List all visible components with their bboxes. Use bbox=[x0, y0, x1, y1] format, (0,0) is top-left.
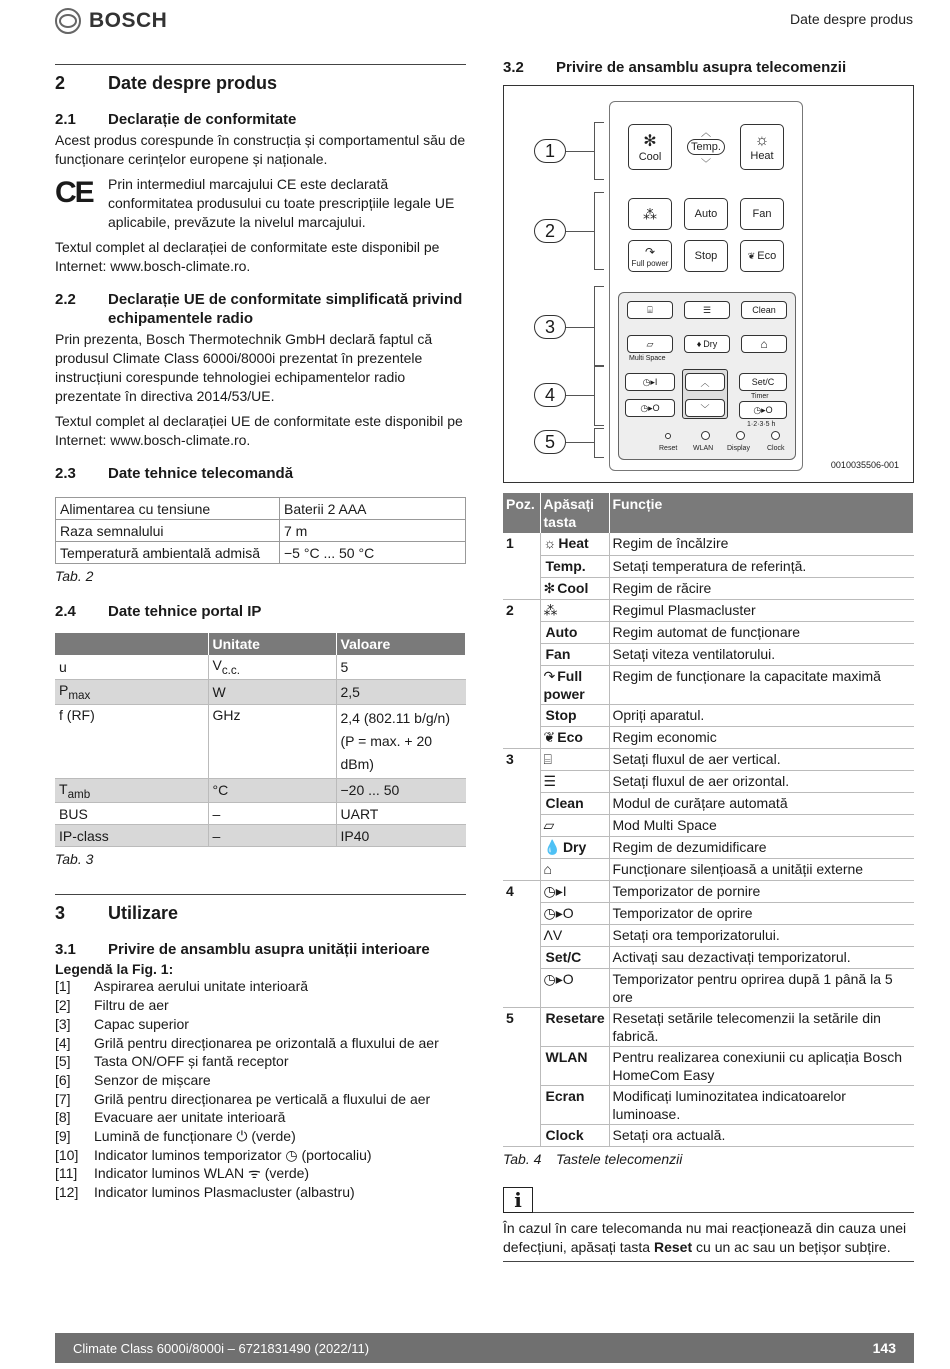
timer-off-icon: ◷▸O bbox=[640, 402, 660, 413]
footer-doc-id: Climate Class 6000i/8000i – 6721831490 (2022/11) bbox=[73, 1340, 370, 1356]
table-row: 3 ⌸ Setați fluxul de aer vertical. bbox=[503, 748, 914, 770]
bottom-panel bbox=[618, 292, 796, 460]
table-row: 5 Resetare Resetați setările telecomenzii la setările din fabrică. bbox=[503, 1007, 914, 1046]
table-row: IP-class – IP40 bbox=[55, 825, 466, 847]
reset-label: Reset bbox=[659, 445, 678, 452]
callout-4: 4 bbox=[534, 383, 566, 407]
dry-button[interactable]: ♦ Dry bbox=[684, 335, 730, 353]
legend-item: [8] Evacuare aer unitate interioară bbox=[55, 1109, 286, 1126]
table-row: Alimentarea cu tensiune Baterii 2 AAA bbox=[56, 498, 466, 520]
key-icon: ΛV bbox=[543, 926, 563, 943]
table-row: 4 ◷▸I Temporizator de pornire bbox=[503, 880, 914, 902]
section-3-heading: 3 Utilizare bbox=[55, 903, 179, 924]
auto-button[interactable]: Auto bbox=[684, 198, 728, 230]
table-row: ❦ Eco Regim economic bbox=[503, 726, 914, 748]
snowflake-icon: ✻ bbox=[643, 133, 657, 150]
table-row: Stop Opriți aparatul. bbox=[503, 704, 914, 726]
radio-link-paragraph: Textul complet al declarației UE de conformitate este disponibil pe Internet: www.bosch-climate.ro. bbox=[55, 413, 463, 448]
left-column bbox=[55, 64, 466, 1202]
legend-title: Legendă la Fig. 1: bbox=[55, 961, 174, 978]
right-column bbox=[503, 58, 914, 1262]
table-row: ΛV Setați ora temporizatorului. bbox=[503, 924, 914, 946]
table-row: Auto Regim automat de funcționare bbox=[503, 621, 914, 643]
hours-label: 1·2·3·5 h bbox=[747, 421, 776, 428]
table-caption: Tab. 2 bbox=[55, 568, 94, 584]
key-icon: ⌂ bbox=[543, 860, 552, 877]
full-power-button[interactable]: ↷ Full power bbox=[628, 240, 672, 272]
wlan-button[interactable] bbox=[701, 431, 710, 440]
horizontal-airflow-button[interactable] bbox=[684, 301, 730, 319]
section-2-2-heading: 2.2 Declarație UE de conformitate simplificată privind echipamentele radio bbox=[55, 291, 463, 327]
figure-id: 0010035506-001 bbox=[830, 460, 899, 470]
running-header: Date despre produs bbox=[790, 11, 913, 27]
table-row: Temperatură ambientală admisă −5 °C ... 50 °C bbox=[56, 542, 466, 564]
table-row: Raza semnalului 7 m bbox=[56, 520, 466, 542]
table-row: Temp. Setați temperatura de referință. bbox=[503, 555, 914, 577]
brand-logo bbox=[55, 8, 167, 34]
key-icon: ✻ bbox=[543, 579, 556, 596]
full-power-icon: ↷ bbox=[644, 244, 656, 259]
table-row: BUS – UART bbox=[55, 803, 466, 825]
vertical-swing-icon: ⌸ bbox=[647, 304, 653, 315]
brand-name: BOSCH bbox=[89, 9, 168, 32]
conformity-paragraph: Acest produs corespunde în construcția și comportamentul său de funcționare cerințelor europene și naționale. bbox=[55, 132, 466, 167]
table-row: WLAN Pentru realizarea conexiunii cu aplicația Bosch HomeCom Easy bbox=[503, 1046, 914, 1085]
table-row: ◷▸O Temporizator pentru oprirea după 1 până la 5 ore bbox=[503, 968, 914, 1007]
callout-3: 3 bbox=[534, 315, 566, 339]
legend-item: [9] Lumină de funcționare ⏻ (verde) bbox=[55, 1128, 296, 1145]
timer-off-button[interactable] bbox=[625, 399, 675, 417]
remote-spec-table bbox=[55, 497, 466, 564]
clean-button[interactable]: Clean bbox=[741, 301, 787, 319]
hour-timer-button[interactable] bbox=[739, 401, 787, 419]
section-2-4-heading: 2.4 Date tehnice portal IP bbox=[55, 603, 262, 620]
key-icon: ⌸ bbox=[543, 750, 552, 767]
table-row: ☰ Setați fluxul de aer orizontal. bbox=[503, 770, 914, 792]
page-footer bbox=[55, 1333, 914, 1363]
legend-item: [6] Senzor de mișcare bbox=[55, 1071, 211, 1088]
table-row: Clean Modul de curățare automată bbox=[503, 792, 914, 814]
table-row: ✻ Cool Regim de răcire bbox=[503, 577, 914, 599]
arrow-down-icon: ﹀ bbox=[701, 159, 711, 170]
section-2-3-heading: 2.3 Date tehnice telecomandă bbox=[55, 465, 294, 482]
bosch-armature-icon bbox=[55, 8, 81, 34]
heat-button[interactable]: ☼ Heat bbox=[740, 124, 784, 170]
callout-5: 5 bbox=[534, 430, 566, 454]
table-row: $T_{amb}$ °C −20 ... 50 bbox=[55, 778, 466, 803]
hour-timer-icon: ◷▸O bbox=[753, 404, 773, 415]
conformity-link-paragraph: Textul complet al declarației de conformitate este disponibil pe Internet: www.bosch-climate.ro. bbox=[55, 239, 440, 274]
table-row: ⌂ Funcționare silențioasă a unității externe bbox=[503, 858, 914, 880]
display-label: Display bbox=[727, 445, 750, 452]
plasmacluster-icon: ⁂ bbox=[643, 205, 657, 222]
table-row: f (RF) GHz 2,4 (802.11 b/g/n) (P = max. + 20 dBm) bbox=[55, 704, 466, 778]
table-row: ↷ Full power Regim de funcționare la capacitate maximă bbox=[503, 665, 914, 704]
table-row: u $V_{c.c.}$ 5 bbox=[55, 655, 466, 679]
quiet-button[interactable] bbox=[741, 335, 787, 353]
page-number: 143 bbox=[872, 1340, 896, 1356]
cool-button[interactable]: ✻ Cool bbox=[628, 124, 672, 170]
drop-icon: ♦ bbox=[696, 339, 702, 349]
legend-item: [5] Tasta ON/OFF și fantă receptor bbox=[55, 1053, 289, 1070]
leaf-icon: ❦ bbox=[747, 250, 756, 261]
radio-paragraph: Prin prezenta, Bosch Thermotechnik GmbH declară faptul că produsul Climate Class 6000i/8000i prezentat în prezentele instrucțiuni corespunde tehnologiei echipamentelor radio prezentate în directiva 2014/53/UE. bbox=[55, 331, 433, 404]
reset-button[interactable] bbox=[665, 433, 671, 439]
legend-item: [3] Capac superior bbox=[55, 1015, 189, 1032]
arrow-down-icon: ﹀ bbox=[700, 403, 710, 414]
multi-space-label: Multi Space bbox=[629, 355, 666, 362]
clock-label: Clock bbox=[767, 445, 785, 452]
sun-icon: ☼ bbox=[754, 132, 770, 149]
table-row: 1 ☼ Heat Regim de încălzire bbox=[503, 533, 914, 555]
key-icon: ↷ bbox=[543, 667, 556, 684]
multi-space-icon: ▱ bbox=[646, 338, 654, 349]
legend-item: [7] Grilă pentru direcționarea pe verticală a fluxului de aer bbox=[55, 1090, 431, 1107]
vertical-airflow-button[interactable] bbox=[627, 301, 673, 319]
eco-button[interactable]: ❦ Eco bbox=[740, 240, 784, 272]
legend-item: [12] Indicator luminos Plasmacluster (albastru) bbox=[55, 1184, 355, 1201]
section-2-1-heading: 2.1 Declarație de conformitate bbox=[55, 111, 297, 128]
section-3-1-heading: 3.1 Privire de ansamblu asupra unității interioare bbox=[55, 941, 430, 959]
table-row: ◷▸O Temporizator de oprire bbox=[503, 902, 914, 924]
set-c-button[interactable]: Set/C bbox=[739, 373, 787, 391]
key-icon: ☼ bbox=[543, 535, 557, 551]
table-row: Fan Setați viteza ventilatorului. bbox=[503, 643, 914, 665]
section-3-2-heading: 3.2 Privire de ansamblu asupra telecomenzii bbox=[503, 59, 847, 76]
timer-down-button[interactable] bbox=[685, 399, 725, 417]
key-icon: ◷▸O bbox=[543, 970, 574, 987]
wlan-label: WLAN bbox=[693, 445, 714, 452]
legend-item: [1] Aspirarea aerului unitate interioară bbox=[55, 978, 309, 995]
temp-button[interactable]: ︿ Temp. ﹀ bbox=[684, 124, 728, 170]
ip-portal-table: Unitate Valoare u $V_{c.c.}$ 5 $P_{max}$ W 2,5 f (RF) GHz 2,4 (802.11 b/g/n) (P = max. + 20 dBm) $T_{amb}$ °C −20 ... 50 BUS – UART IP-class – IP40 bbox=[55, 633, 466, 847]
key-icon: ☰ bbox=[543, 772, 557, 789]
table-row: ▱ Mod Multi Space bbox=[503, 814, 914, 836]
ce-paragraph: Prin intermediul marcajului CE este declarată conformitatea produsului cu toate prescripțiile legale UE aplicabile, prevăzute la nivelul marcajului. bbox=[108, 176, 455, 230]
stop-button[interactable]: Stop bbox=[684, 240, 728, 272]
house-icon: ⌂ bbox=[760, 337, 768, 351]
display-button[interactable] bbox=[736, 431, 745, 440]
info-note bbox=[503, 1187, 914, 1262]
callout-2: 2 bbox=[534, 219, 566, 243]
legend-list bbox=[55, 977, 466, 1201]
timer-on-icon: ◷▸I bbox=[642, 376, 658, 387]
table-row: 2 ⁂ Regimul Plasmacluster bbox=[503, 599, 914, 621]
remote-control-figure bbox=[503, 85, 914, 483]
key-icon: 💧 bbox=[543, 838, 561, 855]
table-caption: Tab. 3 bbox=[55, 851, 94, 868]
timer-up-button[interactable] bbox=[685, 373, 725, 391]
arrow-up-icon: ︿ bbox=[701, 128, 711, 139]
table-row: $P_{max}$ W 2,5 bbox=[55, 679, 466, 704]
table-caption: Tab. 4 Tastele telecomenzii bbox=[503, 1150, 683, 1167]
table-row: Clock Setați ora actuală. bbox=[503, 1124, 914, 1146]
table-row: Set/C Activați sau dezactivați temporizatorul. bbox=[503, 946, 914, 968]
legend-item: [10] Indicator luminos temporizator ◷ (portocaliu) bbox=[55, 1146, 372, 1163]
note-text: În cazul în care telecomanda nu mai reacționează din cauza unei defecțiuni, apăsați tasta Reset cu un ac sau un bețișor subțire. bbox=[503, 1219, 907, 1255]
table-row: Ecran Modificați luminozitatea indicatoarelor luminoase. bbox=[503, 1085, 914, 1124]
arrow-up-icon: ︿ bbox=[700, 377, 710, 388]
key-icon: ◷▸O bbox=[543, 904, 574, 921]
info-icon: i bbox=[503, 1187, 533, 1213]
legend-item: [4] Grilă pentru direcționarea pe orizontală a fluxului de aer bbox=[55, 1034, 439, 1051]
ce-mark-icon: CE bbox=[55, 176, 93, 209]
table-row: 💧 Dry Regim de dezumidificare bbox=[503, 836, 914, 858]
key-icon: ▱ bbox=[543, 816, 555, 833]
callout-1: 1 bbox=[534, 139, 566, 163]
timer-label: Timer bbox=[751, 393, 769, 400]
fan-button[interactable]: Fan bbox=[740, 198, 784, 230]
remote-body bbox=[609, 101, 803, 471]
remote-keys-table: Poz. Apăsați tasta Funcție 1 ☼ Heat Regim de încălzire Temp. Setați temperatura de referință. ✻ Cool Regim de răcire 2 ⁂ Regimul Plasmacluster Auto Regim automat de funcționare Fan Setați viteza ventilatorului. ↷ Full power Regim de funcționare la capacitate maximă Stop Opriți aparatul. ❦ Eco Regim economic 3 ⌸ Setați fluxul de aer vertical. ☰ Setați fluxul de aer orizontal. Clean Modul de curățare automată ▱ Mod Multi Space 💧 Dry Regim de dezumidificare ⌂ Funcționare silențioasă a unității externe 4 ◷▸I Temporizator de pornire ◷▸O Temporizator de oprire ΛV Setați ora temporizatorului. Set/C Activați sau dezactivați temporizatorul. ◷▸O Temporizator pentru oprirea după 1 până la 5 ore 5 Resetare Resetați setările telecomenzii la setările din fabrică. WLAN Pentru realizarea conexiunii cu aplicația Bosch HomeCom Easy Ecran Modificați luminozitatea indicatoarelor luminoase. Clock Setați ora actuală. bbox=[503, 493, 914, 1147]
key-icon: ⁂ bbox=[543, 601, 558, 618]
timer-on-button[interactable] bbox=[625, 373, 675, 391]
multi-space-button[interactable] bbox=[627, 335, 673, 353]
key-icon: ◷▸I bbox=[543, 882, 567, 899]
section-2-heading: 2 Date despre produs bbox=[55, 73, 278, 93]
legend-item: [2] Filtru de aer bbox=[55, 997, 169, 1014]
key-icon: ❦ bbox=[543, 728, 556, 745]
horizontal-swing-icon: ☰ bbox=[702, 304, 712, 315]
legend-item: [11] Indicator luminos WLAN ᯤ (verde) bbox=[55, 1165, 310, 1182]
clock-button[interactable] bbox=[771, 431, 780, 440]
plasmacluster-button[interactable] bbox=[628, 198, 672, 230]
